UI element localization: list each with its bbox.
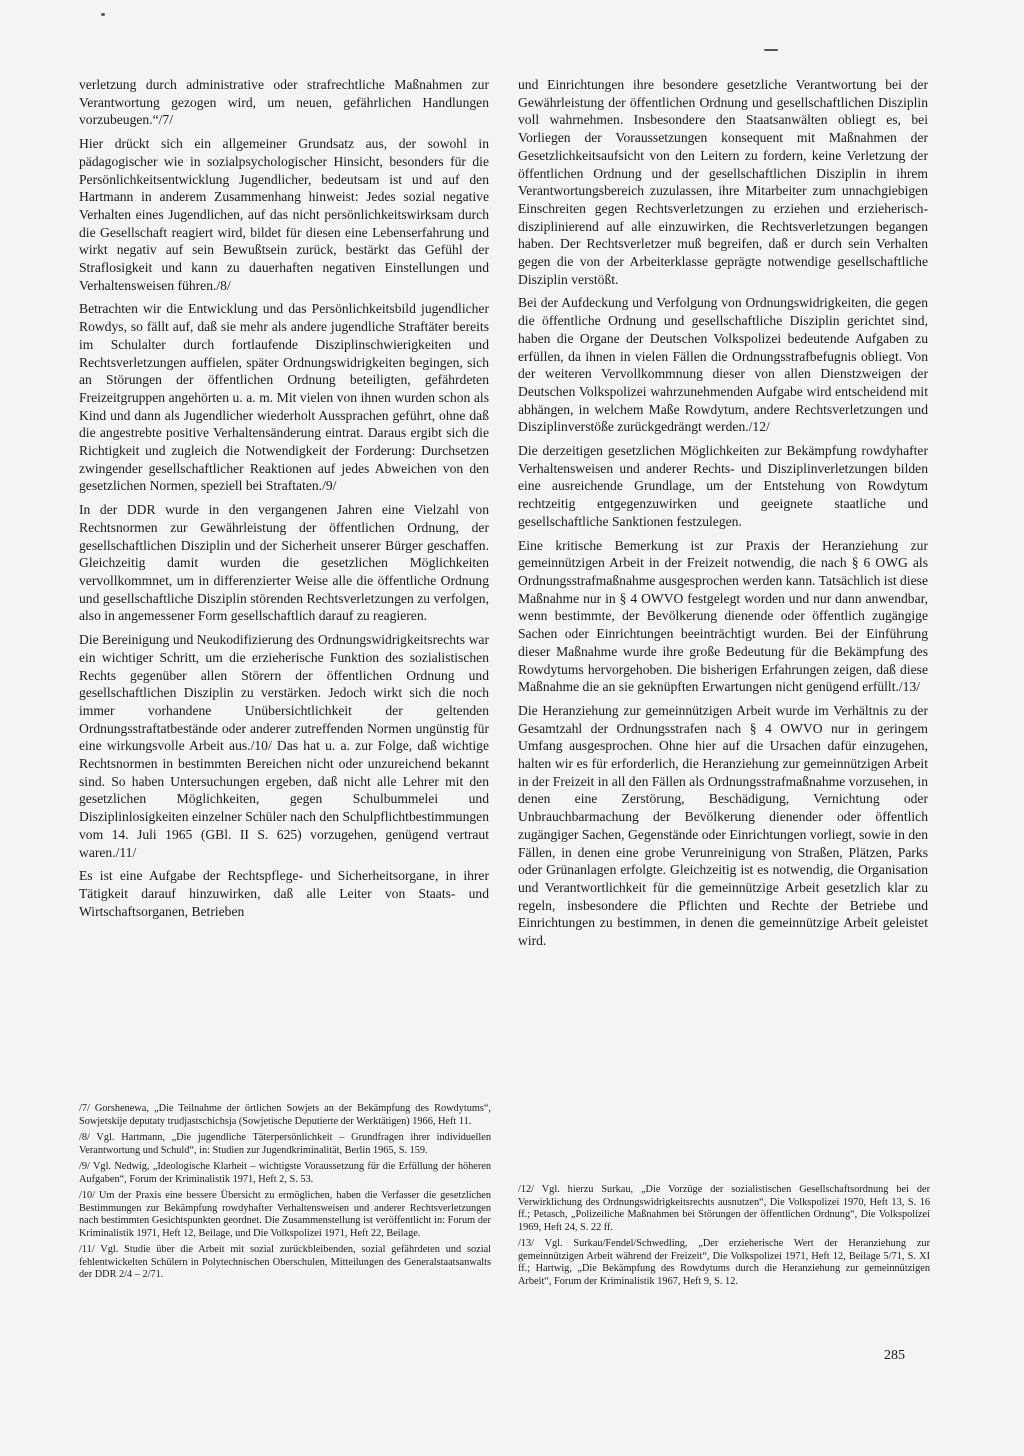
- left-text-column: [79, 76, 489, 926]
- footnote: /13/ Vgl. Surkau/Fendel/Schwedling, „Der erzieherische Wert der Heranziehung zur gemeinnützigen Arbeit während der Freizeit“, Die Volkspolizei 1971, Heft 12, Beilage 5/71, S. XI ff.; Hartwig, „Die Bekämpfung des Rowdytums durch die Heranziehung zur gemeinnützigen Arbeit“, Forum der Kriminalistik 1967, Heft 9, S. 12.: [518, 1238, 930, 1287]
- scan-speck: [764, 49, 778, 51]
- footnotes-right: [518, 1184, 930, 1292]
- body-paragraph: verletzung durch administrative oder strafrechtliche Maßnahmen zur Verantwortung gezogen wird, um neuen, gefährlichen Handlungen vorzubeugen.“/7/: [79, 77, 489, 128]
- footnote: /7/ Gorshenewa, „Die Teilnahme der örtlichen Sowjets an der Bekämpfung des Rowdytums“, Sowjetskije deputaty trudjastschichsja (Sowjetische Deputierte der Werktätigen) 1966, Heft 11.: [79, 1103, 491, 1127]
- body-paragraph: und Einrichtungen ihre besondere gesetzliche Verantwortung bei der Gewährleistung der öffentlichen Ordnung und gesellschaftlichen Disziplin voll wahrnehmen. Insbesondere den Staatsanwälten obliegt es, bei Vorliegen der Voraussetzungen konsequent mit Maßnahmen der Gesetzlichkeitsaufsicht von den Leitern zu fordern, keine Verletzung der öffentlichen Ordnung und der gesellschaftlichen Disziplin in ihrem Verantwortungsbereich zuzulassen, ihre Mitarbeiter zum unnachgiebigen Einschreiten gegen Rechtsverletzungen zu erziehen und erzieherisch-disziplinierend auf alle einzuwirken, die Rechtsverletzungen begangen haben. Der Rechtsverletzer muß begreifen, daß er durch sein Verhalten gegen die von der Arbeiterklasse geprägte notwendige gesellschaftliche Disziplin verstößt.: [518, 77, 928, 287]
- body-paragraph: Bei der Aufdeckung und Verfolgung von Ordnungswidrigkeiten, die gegen die öffentliche Ordnung und gesellschaftliche Disziplin gerichtet sind, haben die Organe der Deutschen Volkspolizei bedeutende Aufgaben zu erfüllen, da ihnen in vielen Fällen die Ordnungsstrafbefugnis obliegt. Von der weiteren Vervollkommnung dieser von allen Dienstzweigen der Deutschen Volkspolizei wahrzunehmenden Aufgabe wird entscheidend mit abhängen, in welchem Maße Rowdytum, andere Rechtsverletzungen und Disziplinverstöße zurückgedrängt werden./12/: [518, 295, 928, 435]
- scan-speck: [101, 13, 105, 16]
- footnotes-left: [79, 1103, 491, 1286]
- footnote: /12/ Vgl. hierzu Surkau, „Die Vorzüge der sozialistischen Gesellschaftsordnung bei der Verwirklichung des Ordnungswidrigkeitsrechts ausnutzen“, Die Volkspolizei 1970, Heft 13, S. 16 ff.; Petasch, „Polizeiliche Maßnahmen bei Störungen der öffentlichen Ordnung“, Die Volkspolizei 1969, Heft 24, S. 22 ff.: [518, 1184, 930, 1233]
- body-paragraph: Die Bereinigung und Neukodifizierung des Ordnungswidrigkeitsrechts war ein wichtiger Schritt, um die erzieherische Funktion des sozialistischen Rechts gegenüber allen Störern der öffentlichen Ordnung und gesellschaftlichen Disziplin zu verstärken. Jedoch wirkt sich die noch immer vorhandene Unübersichtlichkeit der geltenden Ordnungsstraftatbestände oder anderer zutreffenden Normen ungünstig für eine wirkungsvolle Arbeit aus./10/ Das hat u. a. zur Folge, daß wichtige Rechtsnormen in bestimmten Bereichen nicht oder unzureichend bekannt sind. So haben Untersuchungen ergeben, daß nicht alle Lehrer mit den gesetzlichen Möglichkeiten, gegen Schulbummelei und Disziplinlosigkeiten einzelner Schüler nach den Schulpflichtbestimmungen vom 14. Juli 1965 (GBl. II S. 625) vorzugehen, genügend vertraut waren./11/: [79, 632, 489, 860]
- footnote: /11/ Vgl. Studie über die Arbeit mit sozial zurückbleibenden, sozial gefährdeten und sozial fehlentwickelten Schülern in Polytechnischen Oberschulen, Mitteilungen des Generalstaatsanwalts der DDR 2/4 – 2/71.: [79, 1244, 491, 1280]
- body-paragraph: Betrachten wir die Entwicklung und das Persönlichkeitsbild jugendlicher Rowdys, so fällt auf, daß sie mehr als andere jugendliche Straftäter bereits im Schulalter durch fortlaufende Disziplinschwierigkeiten und Rechtsverletzungen auffielen, später Ordnungswidrigkeiten begingen, sich an Störungen der öffentlichen Ordnung beteiligten, gefährdeten Freizeitgruppen angehörten u. a. m. Mit vielen von ihnen wurden schon als Kind und dann als Jugendlicher wiederholt Aussprachen geführt, ohne daß die angestrebte positive Verhaltensänderung eintrat. Daraus ergibt sich die Richtigkeit und zugleich die Notwendigkeit der Forderung: Durchsetzen zwingender gesellschaftlicher Reaktionen auf jedes Abweichen von den gesetzlichen Normen, speziell bei Straftaten./9/: [79, 301, 489, 494]
- footnote: /10/ Um der Praxis eine bessere Übersicht zu ermöglichen, haben die Verfasser die gesetzlichen Bestimmungen zur Bekämpfung rowdyhafter Verhaltensweisen und anderer Rechtsverletzungen nach bestimmten Gesichtspunkten geordnet. Die Zusammenstellung ist veröffentlicht in: Forum der Kriminalistik 1971, Heft 12, Beilage, und Die Volkspolizei 1971, Heft 22, Beilage.: [79, 1190, 491, 1239]
- footnote: /8/ Vgl. Hartmann, „Die jugendliche Täterpersönlichkeit – Grundfragen ihrer individuellen Verantwortung und Schuld“, in: Studien zur Jugendkriminalität, Berlin 1965, S. 159.: [79, 1132, 491, 1156]
- footnote: /9/ Vgl. Nedwig, „Ideologische Klarheit – wichtigste Voraussetzung für die Erfüllung der höheren Aufgaben“, Forum der Kriminalistik 1971, Heft 2, S. 53.: [79, 1161, 491, 1185]
- body-paragraph: In der DDR wurde in den vergangenen Jahren eine Vielzahl von Rechtsnormen zur Gewährleistung der öffentlichen Ordnung, der gesellschaftlichen Disziplin und der Sicherheit unserer Bürger geschaffen. Gleichzeitig damit wurden die gesetzlichen Möglichkeiten vervollkommnet, um in differenzierter Weise alle die öffentliche Ordnung und gesellschaftliche Disziplin störenden Rechtsverletzungen zu verfolgen, also in angemessener Form gesellschaftlich darauf zu reagieren.: [79, 502, 489, 624]
- body-paragraph: Hier drückt sich ein allgemeiner Grundsatz aus, der sowohl in pädagogischer wie in sozialpsychologischer Hinsicht, besonders für die Persönlichkeitsentwicklung Jugendlicher, bedeutsam ist und auf den Hartmann in anderem Zusammenhang hinweist: Jedes sozial negative Verhalten eines Jugendlichen, auf das nicht persönlichkeitswirksam durch die Gesellschaft reagiert wird, bildet für diesen eine Lebenserfahrung und wirkt negativ auf sein Bewußtsein zurück, bestärkt das Gefühl der Straflosigkeit und kann zu dauerhaften negativen Einstellungen und Verhaltensweisen führen./8/: [79, 136, 489, 293]
- right-text-column: [518, 76, 928, 956]
- body-paragraph: Eine kritische Bemerkung ist zur Praxis der Heranziehung zur gemeinnützigen Arbeit in der Freizeit notwendig, die nach § 6 OWG als Ordnungsstrafmaßnahme ausgesprochen werden kann. Tatsächlich ist diese Maßnahme nur in § 4 OWVO festgelegt worden und nur dann anwendbar, wenn bestimmte, der Bevölkerung dienende oder öffentlich zugängige Sachen oder Einrichtungen beeinträchtigt wurden. Bei der Einführung dieser Maßnahme wurde ihre große Bedeutung für die Bekämpfung des Rowdytums hervorgehoben. Die bisherigen Erfahrungen zeigen, daß diese Maßnahme die an sie geknüpften Erwartungen nicht genügend erfüllt./13/: [518, 537, 928, 695]
- body-paragraph: Es ist eine Aufgabe der Rechtspflege- und Sicherheitsorgane, in ihrer Tätigkeit darauf hinzuwirken, daß alle Leiter von Staats- und Wirtschaftsorganen, Betrieben: [79, 868, 489, 919]
- body-paragraph: Die derzeitigen gesetzlichen Möglichkeiten zur Bekämpfung rowdyhafter Verhaltensweisen und anderer Rechts- und Disziplinverletzungen bilden eine ausreichende Grundlage, um der Entstehung von Rowdytum rechtzeitig entgegenzuwirken und geeignete staatliche und gesellschaftliche Sanktionen festzulegen.: [518, 443, 928, 529]
- body-paragraph: Die Heranziehung zur gemeinnützigen Arbeit wurde im Verhältnis zu der Gesamtzahl der Ordnungsstrafen nach § 4 OWVO nur in geringem Umfang ausgesprochen. Ohne hier auf die Ursachen dafür einzugehen, halten wir es für erforderlich, die Heranziehung zur gemeinnützigen Arbeit in der Freizeit in all den Fällen als Ordnungsstrafmaßnahme vorzusehen, in denen eine Zerstörung, Beschädigung, Vernichtung oder Unbrauchbarmachung der Bevölkerung dienender oder öffentlich zugängiger Sachen, Gegenstände oder Einrichtungen vorliegt, sowie in den Fällen, in denen eine grobe Verunreinigung von Straßen, Plätzen, Parks oder Grünanlagen erfolgte. Gleichzeitig ist es notwendig, die Organisation und Verantwortlichkeit für die gemeinnützige Arbeit gesetzlich klar zu regeln, insbesondere die Pflichten und Rechte der Betriebe und Einrichtungen zu bestimmen, in denen die gemeinnützige Arbeit geleistet wird.: [518, 702, 928, 949]
- page-number: 285: [884, 1348, 905, 1363]
